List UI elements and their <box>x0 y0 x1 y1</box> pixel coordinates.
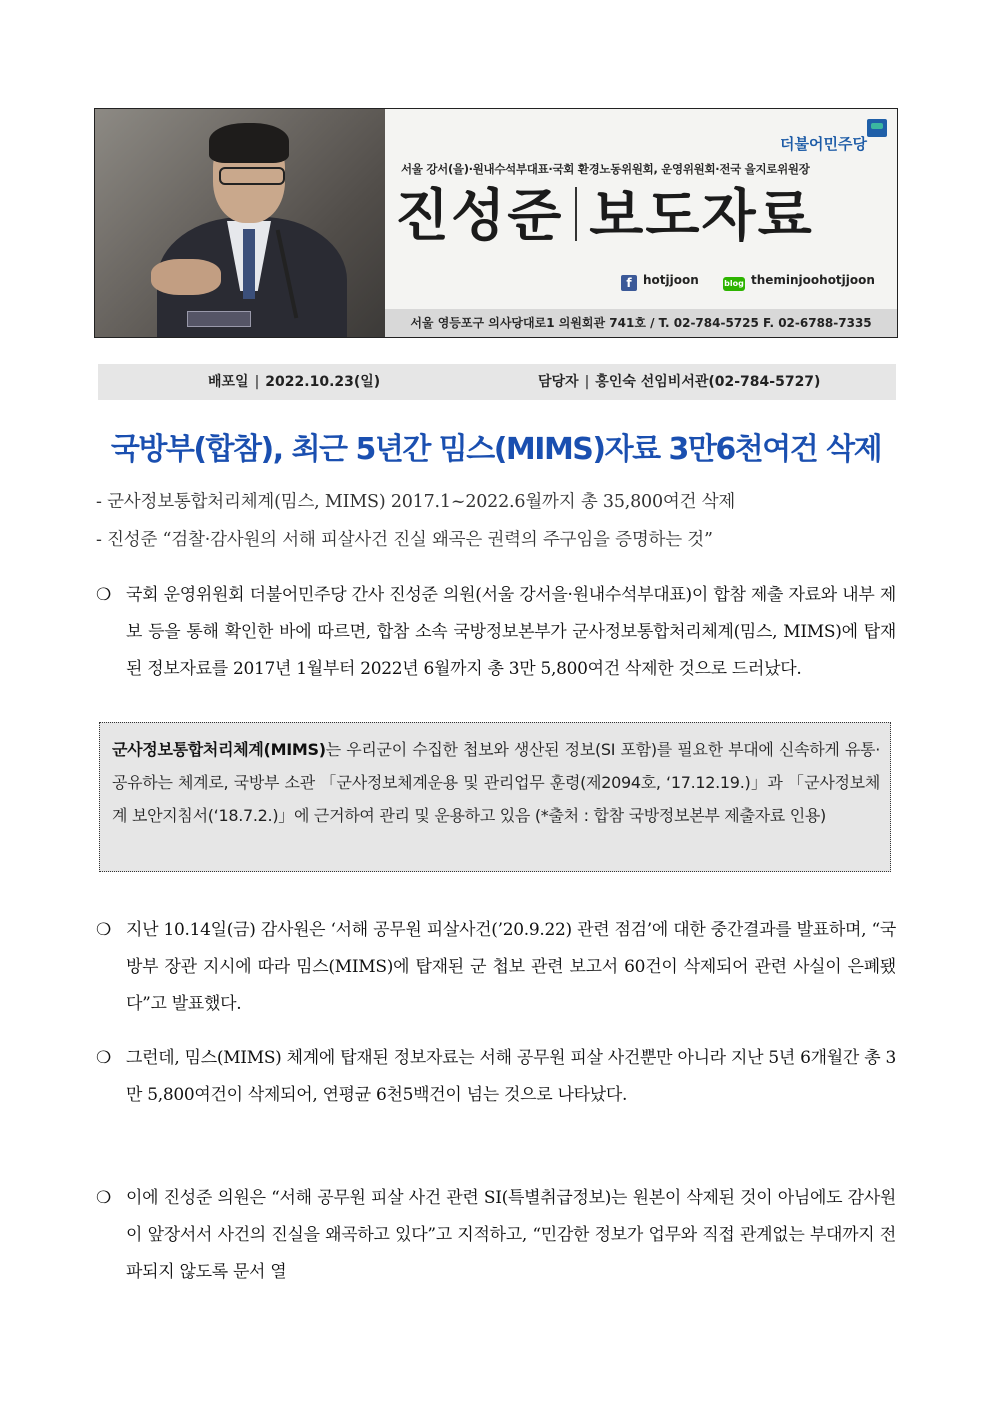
lawmaker-titles: 서울 강서(을)·원내수석부대표·국회 환경노동위원회, 운영위원회·전국 을지로위원장 <box>401 162 810 176</box>
blog-handle: theminjoohotjjoon <box>750 273 875 287</box>
distribution-info: 배포일 | 2022.10.23(일) 담당자 | 홍인숙 선임비서관(02-784-5727) <box>98 364 896 400</box>
subheadline-1: - 군사정보통합처리체계(밈스, MIMS) 2017.1~2022.6월까지 총 35,800여건 삭제 <box>96 492 736 512</box>
contact-label: 담당자 <box>538 374 579 390</box>
lawmaker-photo <box>95 109 385 337</box>
paragraph-4 <box>96 1180 896 1291</box>
doc-type: 보도자료 <box>589 184 814 249</box>
title-divider <box>575 187 577 241</box>
party-name: 더불어민주당 <box>780 136 867 153</box>
bullet-icon: ❍ <box>96 1188 111 1208</box>
paragraph-text: 국회 운영위원회 더불어민주당 간사 진성준 의원(서울 강서을·원내수석부대표)이 합참 제출 자료와 내부 제보 등을 통해 확인한 바에 따르면, 합참 소속 국방정보본부가 군사정보통합처리체계(밈스, MIMS)에 탑재된 정보자료를 2017년 1월부터 2022년 6월까지 총 3만 5,800여건 삭제한 것으로 드러났다. <box>126 585 896 679</box>
paragraph-3 <box>96 1040 896 1114</box>
party-logo-icon <box>867 119 887 137</box>
paragraph-text: 그런데, 밈스(MIMS) 체계에 탑재된 정보자료는 서해 공무원 피살 사건뿐만 아니라 지난 5년 6개월간 총 3만 5,800여건이 삭제되어, 연평균 6천5백건이 넘는 것으로 나타났다. <box>126 1048 896 1105</box>
date-label: 배포일 <box>208 374 249 390</box>
paragraph-1 <box>96 577 896 688</box>
contact-value: 홍인숙 선임비서관(02-784-5727) <box>595 374 821 390</box>
info-box <box>99 722 891 872</box>
office-address: 서울 영등포구 의사당대로1 의원회관 741호 / T. 02-784-5725 F. 02-6788-7335 <box>385 309 897 337</box>
box-term: 군사정보통합처리체계(MIMS) <box>112 740 326 759</box>
social-links <box>621 273 875 291</box>
press-banner <box>94 108 898 338</box>
subheadline-2: - 진성준 “검찰·감사원의 서해 피살사건 진실 왜곡은 권력의 주구임을 증명하는 것” <box>96 530 713 550</box>
date-value: 2022.10.23(일) <box>265 374 381 390</box>
facebook-icon: f <box>621 275 637 291</box>
bullet-icon: ❍ <box>96 920 111 940</box>
paragraph-2 <box>96 912 896 1023</box>
bullet-icon: ❍ <box>96 1048 111 1068</box>
headline: 국방부(합참), 최근 5년간 밈스(MIMS)자료 3만6천여건 삭제 <box>110 432 882 467</box>
bullet-icon: ❍ <box>96 585 111 605</box>
facebook-handle: hotjjoon <box>643 273 699 287</box>
blog-icon: blog <box>723 277 745 291</box>
banner-title <box>395 185 814 249</box>
lawmaker-name: 진성준 <box>395 184 564 249</box>
paragraph-text: 지난 10.14일(금) 감사원은 ‘서해 공무원 피살사건(’20.9.22) 관련 점검’에 대한 중간결과를 발표하며, “국방부 장관 지시에 따라 밈스(MIMS)에 탑재된 군 첩보 관련 보고서 60건이 삭제되어 관련 사실이 은폐됐다”고 발표했다. <box>126 920 896 1014</box>
box-text: 는 우리군이 수집한 첩보와 생산된 정보(SI 포함)를 필요한 부대에 신속하게 유통·공유하는 체계로, 국방부 소관 「군사정보체계운용 및 관리업무 훈령(제2094호, ‘17.12.19.)」과 「군사정보체계 보안지침서(‘18.7.2.)」에 근거하여 관리 및 운용하고 있음 (*출처 : 합참 국방정보본부 제출자료 인용) <box>112 740 880 825</box>
paragraph-text: 이에 진성준 의원은 “서해 공무원 피살 사건 관련 SI(특별취급정보)는 원본이 삭제된 것이 아님에도 감사원이 앞장서서 사건의 진실을 왜곡하고 있다”고 지적하고, “민감한 정보가 업무와 직접 관계없는 부대까지 전파되지 않도록 문서 열 <box>126 1188 896 1282</box>
